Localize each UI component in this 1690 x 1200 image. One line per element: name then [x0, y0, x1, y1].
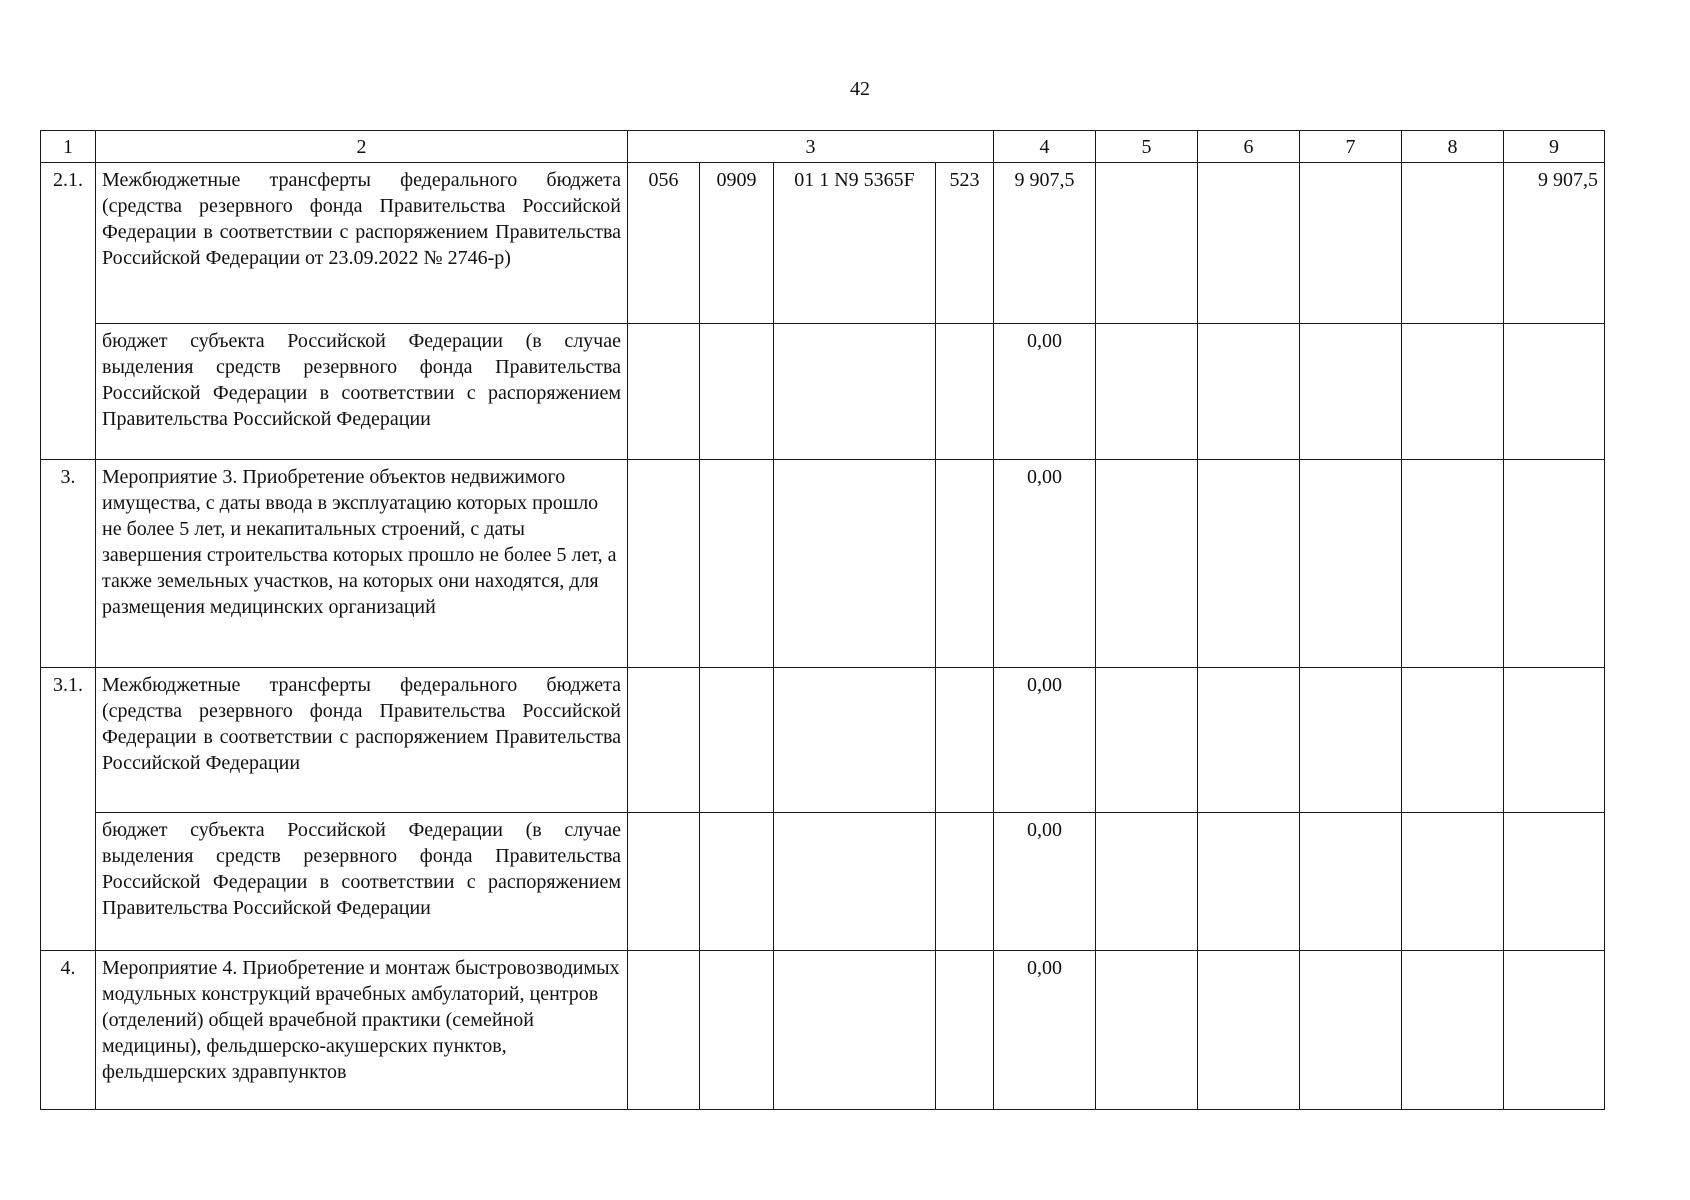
row-number: 2.1. — [41, 163, 96, 460]
amount-col-7 — [1300, 460, 1402, 668]
code-grbs: 056 — [628, 163, 700, 324]
amount-col-9 — [1504, 813, 1605, 951]
table-row — [41, 163, 1605, 324]
code-grbs — [628, 668, 700, 813]
amount-col-9 — [1504, 460, 1605, 668]
code-expense-type — [936, 668, 994, 813]
code-target-article: 01 1 N9 5365F — [774, 163, 936, 324]
amount-col-6 — [1198, 668, 1300, 813]
amount-col-8 — [1402, 813, 1504, 951]
header-col-8: 8 — [1402, 131, 1504, 163]
row-number: 3.1. — [41, 668, 96, 951]
amount-col-7 — [1300, 324, 1402, 460]
amount-col-5 — [1096, 813, 1198, 951]
amount-col-5 — [1096, 324, 1198, 460]
code-expense-type — [936, 813, 994, 951]
amount-col-5 — [1096, 460, 1198, 668]
amount-col-8 — [1402, 324, 1504, 460]
amount-col-4: 0,00 — [994, 668, 1096, 813]
code-section — [700, 460, 774, 668]
table-row — [41, 668, 1605, 813]
code-grbs — [628, 460, 700, 668]
amount-col-4: 9 907,5 — [994, 163, 1096, 324]
code-expense-type — [936, 324, 994, 460]
amount-col-7 — [1300, 951, 1402, 1110]
amount-col-6 — [1198, 460, 1300, 668]
amount-col-4: 0,00 — [994, 813, 1096, 951]
amount-col-5 — [1096, 668, 1198, 813]
row-description: Межбюджетные трансферты федерального бюджета (средства резервного фонда Правительства Российской Федерации в соответствии с распоряжением Правительства Российской Федерации — [96, 668, 628, 813]
code-section — [700, 813, 774, 951]
code-grbs — [628, 951, 700, 1110]
header-row — [41, 131, 1605, 163]
amount-col-9: 9 907,5 — [1504, 163, 1605, 324]
amount-col-7 — [1300, 813, 1402, 951]
table-row — [41, 460, 1605, 668]
header-col-5: 5 — [1096, 131, 1198, 163]
row-description: бюджет субъекта Российской Федерации (в случае выделения средств резервного фонда Правительства Российской Федерации в соответствии с распоряжением Правительства Российской Федерации — [96, 813, 628, 951]
amount-col-8 — [1402, 460, 1504, 668]
header-col-4: 4 — [994, 131, 1096, 163]
row-number: 4. — [41, 951, 96, 1110]
code-grbs — [628, 324, 700, 460]
code-target-article — [774, 813, 936, 951]
amount-col-6 — [1198, 324, 1300, 460]
code-section — [700, 668, 774, 813]
amount-col-7 — [1300, 668, 1402, 813]
amount-col-5 — [1096, 951, 1198, 1110]
amount-col-6 — [1198, 951, 1300, 1110]
amount-col-6 — [1198, 163, 1300, 324]
table-row — [41, 951, 1605, 1110]
code-section — [700, 324, 774, 460]
row-description: Межбюджетные трансферты федерального бюджета (средства резервного фонда Правительства Российской Федерации в соответствии с распоряжением Правительства Российской Федерации от 23.09.2022 № 2746-р) — [96, 163, 628, 324]
code-target-article — [774, 324, 936, 460]
amount-col-8 — [1402, 163, 1504, 324]
amount-col-8 — [1402, 668, 1504, 813]
amount-col-4: 0,00 — [994, 324, 1096, 460]
code-expense-type — [936, 460, 994, 668]
amount-col-8 — [1402, 951, 1504, 1110]
code-section — [700, 951, 774, 1110]
budget-table — [40, 130, 1605, 1110]
code-target-article — [774, 668, 936, 813]
header-col-9: 9 — [1504, 131, 1605, 163]
amount-col-7 — [1300, 163, 1402, 324]
code-grbs — [628, 813, 700, 951]
row-description: Мероприятие 4. Приобретение и монтаж быстровозводимых модульных конструкций врачебных амбулаторий, центров (отделений) общей врачебной практики (семейной медицины), фельдшерско-акушерских пунктов, фельдшерских здравпунктов — [96, 951, 628, 1110]
code-expense-type — [936, 951, 994, 1110]
amount-col-6 — [1198, 813, 1300, 951]
table-row — [41, 813, 1605, 951]
code-expense-type: 523 — [936, 163, 994, 324]
code-target-article — [774, 951, 936, 1110]
header-col-3: 3 — [628, 131, 994, 163]
amount-col-4: 0,00 — [994, 951, 1096, 1110]
header-col-6: 6 — [1198, 131, 1300, 163]
amount-col-5 — [1096, 163, 1198, 324]
amount-col-9 — [1504, 324, 1605, 460]
code-target-article — [774, 460, 936, 668]
header-col-7: 7 — [1300, 131, 1402, 163]
row-number: 3. — [41, 460, 96, 668]
amount-col-9 — [1504, 668, 1605, 813]
code-section: 0909 — [700, 163, 774, 324]
table-row — [41, 324, 1605, 460]
row-description: Мероприятие 3. Приобретение объектов недвижимого имущества, с даты ввода в эксплуатацию которых прошло не более 5 лет, и некапитальных строений, с даты завершения строительства которых прошло не более 5 лет, а также земельных участков, на которых они находятся, для размещения медицинских организаций — [96, 460, 628, 668]
page-number: 42 — [850, 78, 870, 100]
amount-col-4: 0,00 — [994, 460, 1096, 668]
header-col-2: 2 — [96, 131, 628, 163]
row-description: бюджет субъекта Российской Федерации (в случае выделения средств резервного фонда Правительства Российской Федерации в соответствии с распоряжением Правительства Российской Федерации — [96, 324, 628, 460]
amount-col-9 — [1504, 951, 1605, 1110]
header-col-1: 1 — [41, 131, 96, 163]
